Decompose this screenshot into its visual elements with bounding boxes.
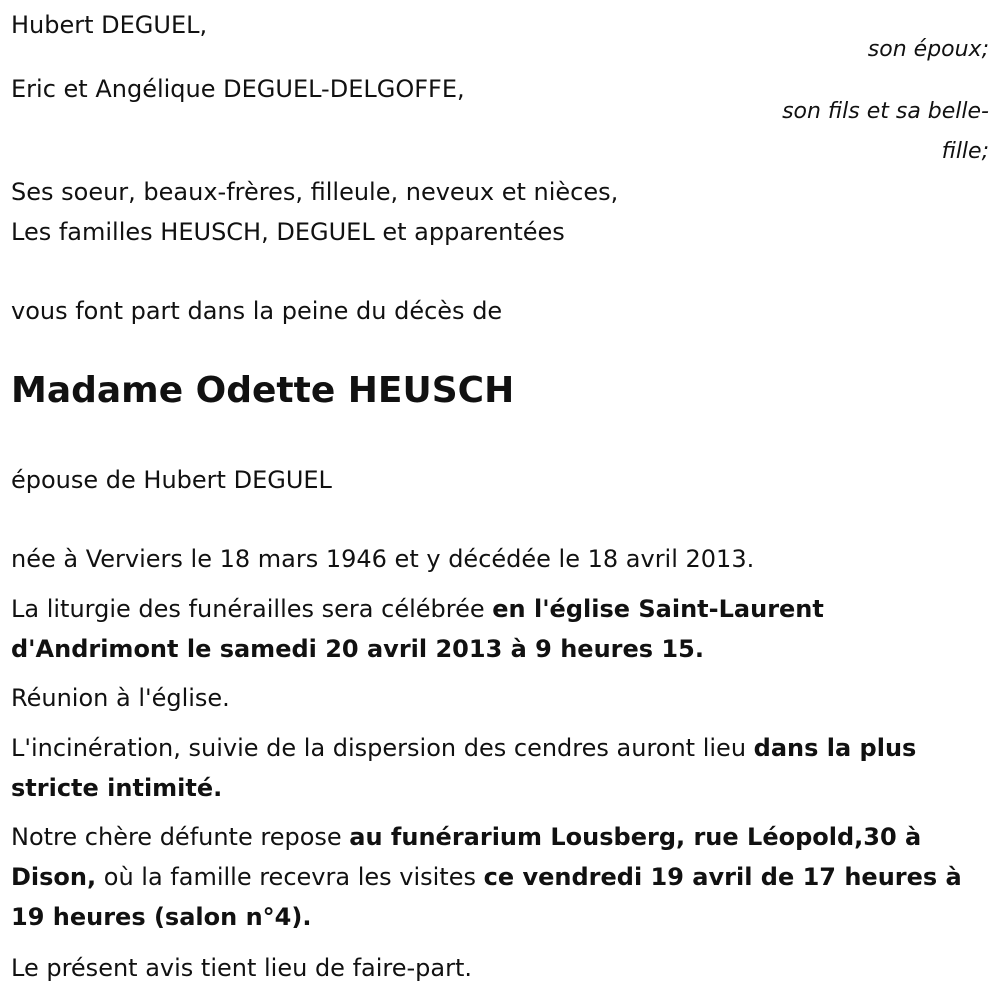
repose-intro: Notre chère défunte repose: [11, 823, 350, 851]
family-member-relation: son époux;: [867, 37, 989, 62]
repose-time: ce vendredi 19 avril de 17 heures à 19 heures (salon n°4).: [11, 863, 962, 931]
reunion-line: Réunion à l'église.: [11, 684, 230, 712]
repose-place: au funérarium Lousberg, rue Léopold,30 à Dison,: [11, 823, 922, 891]
liturgy-paragraph: [11, 589, 991, 669]
repose-paragraph: [11, 817, 991, 937]
spouse-line: épouse de Hubert DEGUEL: [11, 466, 332, 494]
liturgy-details: en l'église Saint-Laurent d'Andrimont le samedi 20 avril 2013 à 9 heures 15.: [11, 595, 824, 663]
other-relatives-line: Ses soeur, beaux-frères, filleule, neveux et nièces,: [11, 178, 619, 206]
announcement-text: vous font part dans la peine du décès de: [11, 297, 503, 325]
incineration-intro: L'incinération, suivie de la dispersion des cendres auront lieu: [11, 734, 754, 762]
incineration-details: dans la plus stricte intimité.: [11, 734, 917, 802]
family-member-name: Eric et Angélique DEGUEL-DELGOFFE,: [11, 75, 465, 103]
incineration-paragraph: [11, 728, 991, 808]
liturgy-intro: La liturgie des funérailles sera célébrée: [11, 595, 493, 623]
deceased-name: Madame Odette HEUSCH: [11, 370, 515, 411]
other-relatives-line: Les familles HEUSCH, DEGUEL et apparentées: [11, 218, 565, 246]
closing-line: Le présent avis tient lieu de faire-part.: [11, 954, 473, 982]
family-member-relation: son fils et sa belle-fille;: [782, 99, 989, 164]
birth-death-line: née à Verviers le 18 mars 1946 et y décédée le 18 avril 2013.: [11, 545, 755, 573]
repose-middle: où la famille recevra les visites: [96, 863, 484, 891]
family-member-name: Hubert DEGUEL,: [11, 11, 208, 39]
